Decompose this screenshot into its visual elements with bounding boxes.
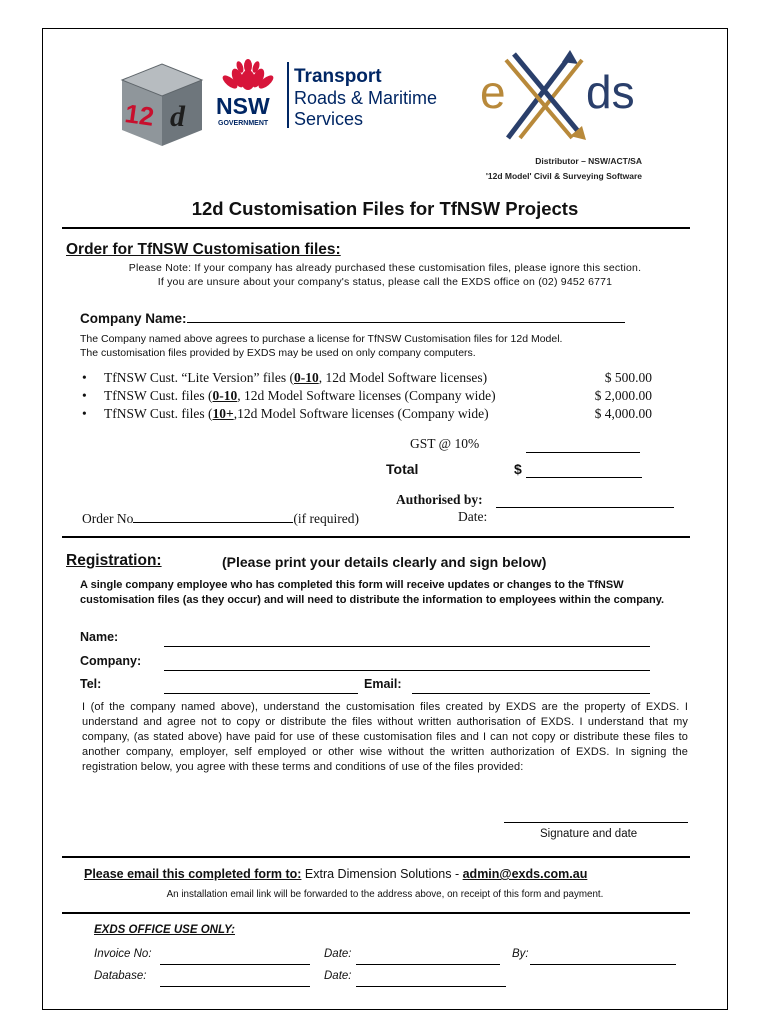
waratah-icon (221, 59, 276, 91)
email-rule (62, 912, 690, 914)
invoice-label: Invoice No: (94, 948, 152, 960)
database-label: Database: (94, 970, 147, 982)
authorised-field[interactable] (496, 492, 674, 508)
roads-maritime-text: Roads & Maritime (294, 88, 438, 108)
authorised-date-label: Date: (458, 509, 488, 524)
email-line (84, 867, 587, 881)
registration-heading: Registration: (66, 552, 162, 569)
registration-instruction: (Please print your details clearly and sign below) (222, 554, 547, 570)
by-label: By: (512, 948, 529, 960)
email-prompt: Please email this completed form to: (84, 867, 302, 881)
company-name-row (80, 309, 625, 326)
gst-label: GST @ 10% (410, 436, 480, 451)
exds-arrows-icon (506, 50, 586, 140)
signature-line[interactable] (504, 822, 688, 823)
logo-12d (110, 50, 208, 150)
tel-field[interactable] (164, 678, 358, 694)
gst-field[interactable] (526, 437, 640, 453)
order-note-2: If you are unsure about your company's status, please call the EXDS office on (02) 9452 6771 (157, 276, 613, 288)
terms-paragraph: I (of the company named above), understand the customisation files created by EXDS are the property of EXDS. I understand and agree not to copy or distribute the files without written authorisation of EXDS. I understand that my company, (as stated above) have paid for use of these customisation files and I can not copy or distribute these files to another company, employer, self employed or other wise without the written authorization of EXDS. In signing the registration below, you agree with these terms and conditions of use of the files provided: (82, 701, 688, 773)
distributor-text: Distributor – NSW/ACT/SA (535, 156, 642, 166)
title-rule (62, 227, 690, 229)
transport-text: Transport (294, 66, 382, 87)
order-no-label: Order No (82, 510, 134, 526)
order-no-row (82, 509, 359, 527)
price-item-3-pre: TfNSW Cust. files ( (104, 406, 213, 421)
by-field[interactable] (530, 949, 676, 965)
exds-e-text: e (480, 66, 506, 118)
office-date2-label: Date: (324, 970, 352, 982)
authorised-label: Authorised by: (396, 492, 483, 507)
services-text: Services (294, 109, 364, 129)
company-label: Company: (80, 654, 142, 668)
signature-label: Signature and date (540, 828, 638, 840)
price-item-1-range: 0-10 (293, 370, 319, 385)
email-address-link[interactable]: admin@exds.com.au (462, 867, 588, 881)
order-heading: Order for TfNSW Customisation files: (66, 241, 341, 258)
email-label: Email: (364, 677, 402, 691)
order-no-if-required: (if required) (293, 510, 359, 526)
email-field[interactable] (412, 678, 650, 694)
price-item-2-pre: TfNSW Cust. files ( (104, 388, 213, 403)
email-company: Extra Dimension Solutions - (304, 867, 463, 881)
exds-ds-text: ds (586, 66, 635, 118)
nsw-text: NSW (216, 93, 270, 119)
logo-nsw-transport (210, 58, 468, 138)
name-label: Name: (80, 630, 119, 644)
order-no-field[interactable] (133, 509, 293, 523)
government-text: GOVERNMENT (218, 120, 269, 127)
tel-label: Tel: (80, 677, 102, 691)
price-item-2-amount: $ 2,000.00 (594, 388, 652, 403)
name-field[interactable] (164, 631, 650, 647)
price-item-3-post: ,12d Model Software licenses (Company wide) (233, 406, 489, 421)
order-rule (62, 536, 690, 538)
company-name-field[interactable] (187, 309, 625, 323)
price-item-3-amount: $ 4,000.00 (594, 406, 652, 421)
price-item-1-post: , 12d Model Software licenses) (318, 370, 488, 385)
page-title: 12d Customisation Files for TfNSW Projects (191, 198, 579, 219)
logo-12d-letter: d (170, 100, 185, 133)
price-item-1-pre: TfNSW Cust. “Lite Version” files ( (104, 370, 294, 385)
email-note: An installation email link will be forwarded to the address above, on receipt of this form and payment. (166, 889, 604, 900)
agree-line-2: The customisation files provided by EXDS may be used on only company computers. (80, 347, 476, 359)
total-label: Total (386, 461, 419, 477)
office-heading: EXDS OFFICE USE ONLY: (94, 924, 235, 936)
company-field[interactable] (164, 655, 650, 671)
total-currency: $ (514, 461, 522, 477)
software-text: '12d Model' Civil & Surveying Software (485, 171, 642, 181)
registration-paragraph: A single company employee who has completed this form will receive updates or changes to the TfNSW customisation files (as they occur) and will need to distribute the information to employees within the company. (80, 579, 665, 606)
price-item-1-amount: $ 500.00 (604, 370, 652, 385)
price-item-3-range: 10+ (212, 406, 234, 421)
office-date-label: Date: (324, 948, 352, 960)
office-date-field[interactable] (356, 949, 500, 965)
order-note-1: Please Note: If your company has already purchased these customisation files, please ignore this section. (128, 262, 642, 274)
database-field[interactable] (160, 971, 310, 987)
invoice-field[interactable] (160, 949, 310, 965)
total-field[interactable] (526, 462, 642, 478)
logo-exds (478, 50, 673, 140)
registration-rule (62, 856, 690, 858)
price-item-2-post: , 12d Model Software licenses (Company wide) (237, 388, 496, 403)
company-name-label: Company Name: (80, 310, 187, 326)
price-item-2-range: 0-10 (212, 388, 238, 403)
office-date2-field[interactable] (356, 971, 506, 987)
agree-line-1: The Company named above agrees to purchase a license for TfNSW Customisation files for 12d Model. (80, 333, 563, 345)
logo-12d-number: 12 (123, 98, 156, 132)
